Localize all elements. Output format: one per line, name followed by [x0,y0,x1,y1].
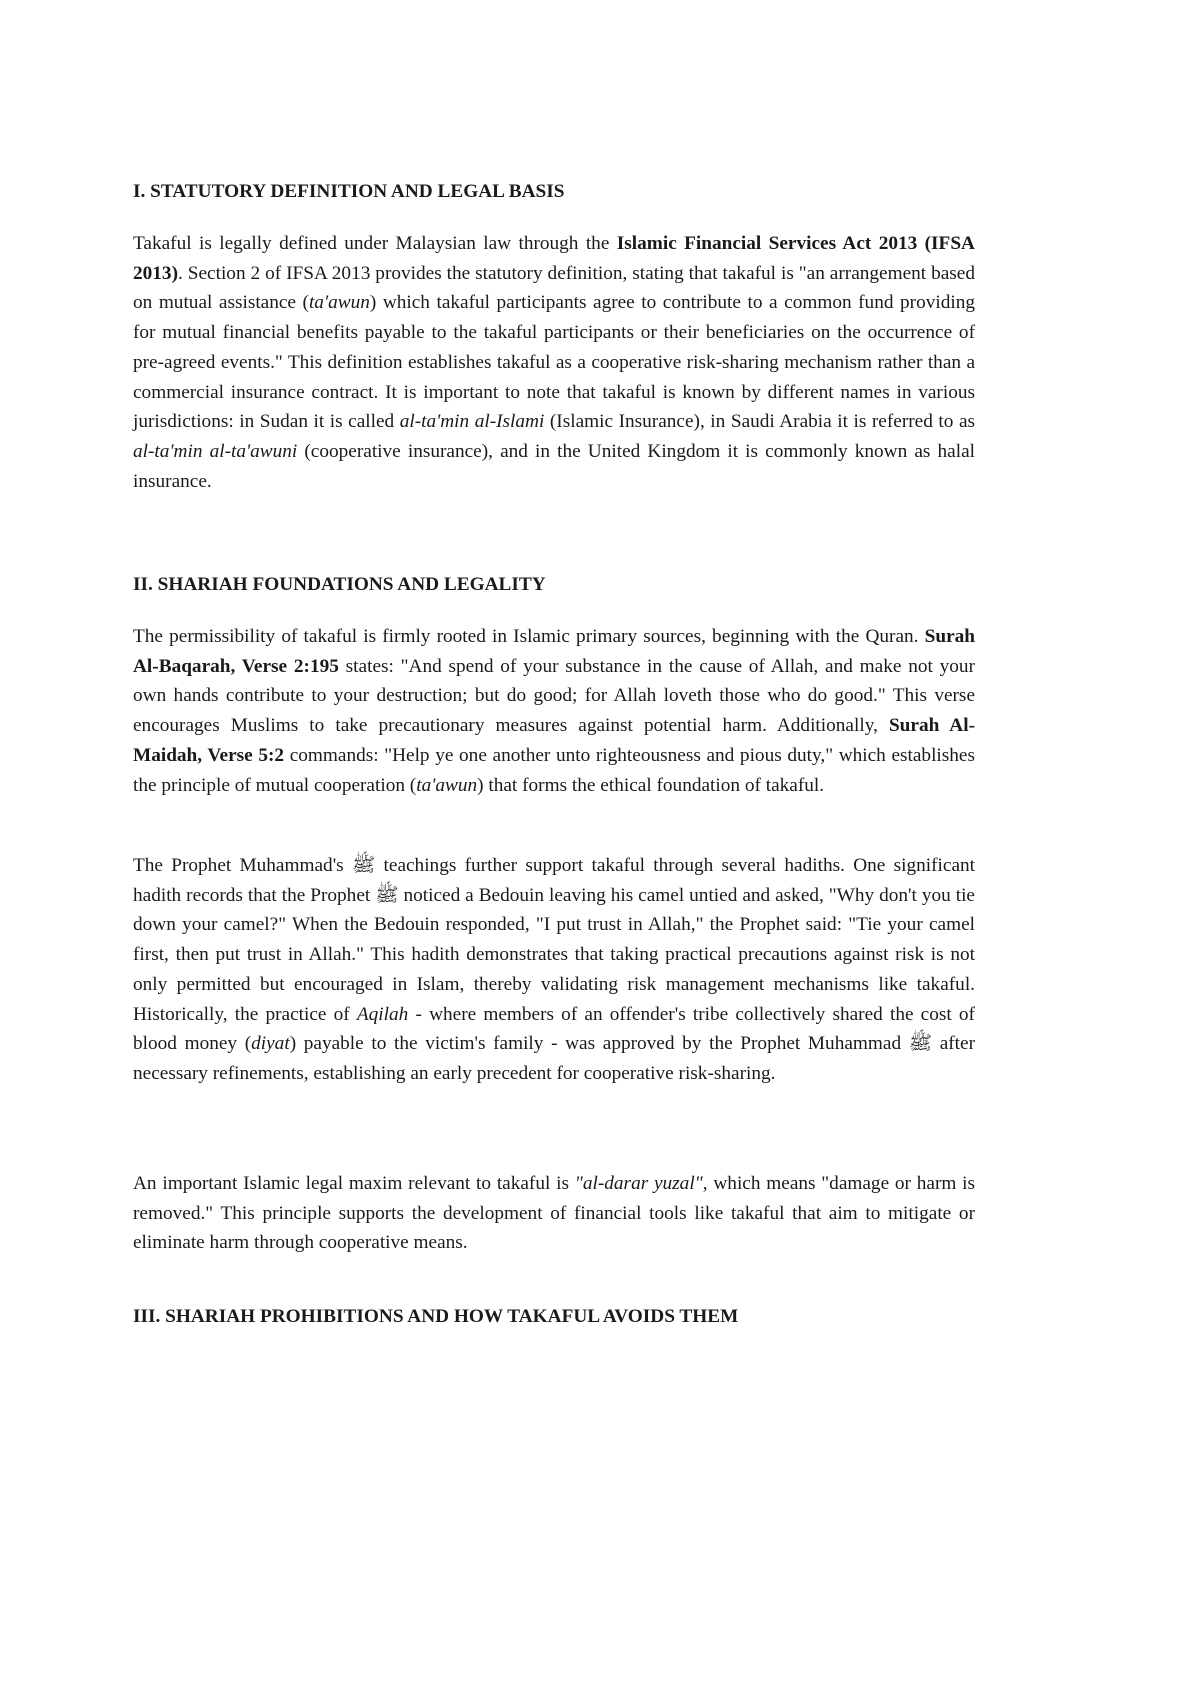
text-run: (cooperative insurance), and in the United Kingdom it is commonly known as halal insurance. [133,440,975,492]
paragraph-legal-maxim [133,1169,975,1258]
text-run: Takaful is legally defined under Malaysian law through the [133,233,617,254]
italic-term: diyat [251,1033,290,1055]
paragraph-statutory-definition [133,229,975,496]
paragraph-hadiths [133,851,975,1089]
italic-term: al-ta'min al-Islami [399,411,545,433]
italic-term: Aqilah [356,1003,409,1025]
text-run: ) that forms the ethical foundation of takaful. [477,774,825,796]
section-heading-1: I. STATUTORY DEFINITION AND LEGAL BASIS [133,181,565,202]
text-run: states: "And spend of your substance in the cause of Allah, and make not your own hands contribute to your destruction; but do good; for Allah loveth those who do good." This verse encourages Muslims to take precautionary measures against potential harm. Additionally, [133,655,975,737]
bold-verse-reference: Surah Al-Baqarah, Verse 2:195 [133,626,975,677]
text-run: ) which takaful participants agree to contribute to a common fund providing for mutual financial benefits payable to the takaful participants or their beneficiaries on the occurrence of pre-agreed events." This definition establishes takaful as a cooperative risk-sharing mechanism rather than a commercial insurance contract. It is important to note that takaful is known by different names in various jurisdictions: in Sudan it is called [133,292,975,433]
italic-maxim: "al-darar yuzal" [574,1173,703,1194]
italic-term: al-ta'min al-ta'awuni [133,440,298,462]
italic-term: ta'awun [416,774,478,796]
text-run: (Islamic Insurance), in Saudi Arabia it is referred to as [544,411,976,433]
section-heading-2: II. SHARIAH FOUNDATIONS AND LEGALITY [133,574,546,595]
paragraph-quran-sources [133,622,975,800]
bold-verse-reference: Surah Al-Maidah, Verse 5:2 [133,715,975,766]
text-run: commands: "Help ye one another unto righteousness and pious duty," which establishes the principle of mutual cooperation ( [133,744,975,796]
text-run: , which means "damage or harm is removed." This principle supports the development of financial tools like takaful that aim to mitigate or eliminate harm through cooperative means. [133,1173,975,1254]
section-heading-3: III. SHARIAH PROHIBITIONS AND HOW TAKAFUL AVOIDS THEM [133,1306,739,1327]
text-run: The Prophet Muhammad's ﷺ teachings further support takaful through several hadiths. One significant hadith records that the Prophet ﷺ noticed a Bedouin leaving his camel untied and asked, "Why don't you tie down your camel?" When the Bedouin responded, "I put trust in Allah," the Prophet said: "Tie your camel first, then put trust in Allah." This hadith demonstrates that taking practical precautions against risk is not only permitted but encouraged in Islam, thereby validating risk management mechanisms like takaful. Historically, the practice of [133,855,976,1025]
text-run: An important Islamic legal maxim relevant to takaful is [133,1173,575,1194]
text-run: - where members of an offender's tribe collectively shared the cost of blood money ( [133,1003,975,1055]
text-run: ) payable to the victim's family - was approved by the Prophet Muhammad ﷺ after necessary refinements, establishing an early precedent for cooperative risk-sharing. [133,1033,976,1084]
italic-term: ta'awun [308,292,370,314]
text-run: The permissibility of takaful is firmly rooted in Islamic primary sources, beginning with the Quran. [133,626,925,647]
text-run: . Section 2 of IFSA 2013 provides the statutory definition, stating that takaful is "an arrangement based on mutual assistance ( [133,262,975,314]
bold-act-name: Islamic Financial Services Act 2013 (IFSA 2013) [133,233,975,284]
